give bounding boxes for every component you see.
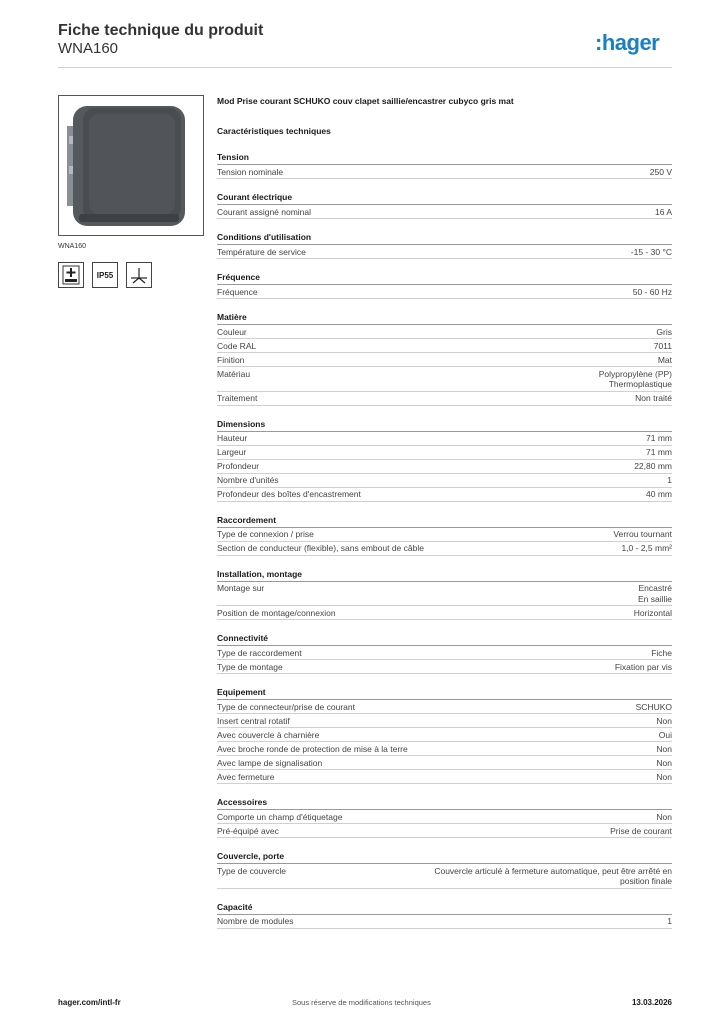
certification-badges	[58, 262, 152, 288]
section-title: Courant électrique	[217, 192, 672, 205]
spec-label: Type de connecteur/prise de courant	[217, 701, 355, 712]
spec-row	[217, 810, 672, 824]
spec-label: Avec lampe de signalisation	[217, 757, 323, 768]
spec-label: Type de couvercle	[217, 865, 286, 876]
spec-row	[217, 660, 672, 674]
socket-illustration	[59, 96, 203, 235]
spec-row	[217, 488, 672, 502]
spec-row	[217, 325, 672, 339]
spec-value: Prise de courant	[610, 825, 672, 836]
hager-logo: :hager	[595, 30, 660, 55]
safety-plug-icon	[58, 262, 84, 288]
spec-row	[217, 353, 672, 367]
section-title: Accessoires	[217, 797, 672, 810]
section-title: Tension	[217, 152, 672, 165]
spec-row	[217, 542, 672, 556]
section-gap	[217, 406, 672, 418]
section-gap	[217, 219, 672, 231]
spec-row	[217, 339, 672, 353]
spec-label: Nombre de modules	[217, 916, 294, 926]
section-title: Matière	[217, 312, 672, 325]
product-reference: WNA160	[58, 40, 119, 57]
spec-row	[217, 700, 672, 714]
spec-value: Polypropylène (PP) Thermoplastique	[598, 368, 672, 389]
spec-value: 1,0 - 2,5 mm²	[621, 543, 672, 553]
spec-value: Non	[656, 771, 672, 782]
section-title: Capacité	[217, 902, 672, 915]
spec-label: Type de connexion / prise	[217, 529, 314, 539]
section-title: Equipement	[217, 687, 672, 700]
spec-row	[217, 770, 672, 784]
product-image	[58, 95, 204, 236]
spec-label: Profondeur	[217, 461, 260, 471]
page-title: Fiche technique du produit	[58, 22, 264, 39]
ip55-badge: IP55	[92, 262, 118, 288]
spec-row	[217, 205, 672, 219]
product-name: Mod Prise courant SCHUKO couv clapet saillie/encastrer cubyco gris mat	[217, 96, 514, 106]
spec-column	[217, 96, 672, 929]
spec-label: Avec broche ronde de protection de mise à la terre	[217, 743, 408, 754]
spec-label: Fréquence	[217, 286, 258, 297]
footer-date: 13.03.2026	[631, 998, 672, 1007]
spec-label: Type de raccordement	[217, 647, 302, 658]
spec-value: 1	[667, 916, 672, 926]
spec-value: 71 mm	[646, 433, 672, 443]
section-gap	[217, 259, 672, 271]
section-title: Installation, montage	[217, 569, 672, 582]
spec-value: Verrou tournant	[613, 529, 672, 539]
section-title: Dimensions	[217, 419, 672, 432]
spec-row	[217, 864, 672, 889]
spec-label: Code RAL	[217, 340, 257, 351]
spec-row	[217, 582, 672, 607]
spec-label: Température de service	[217, 246, 306, 257]
spec-value: Fixation par vis	[614, 661, 672, 672]
section-title: Conditions d'utilisation	[217, 232, 672, 245]
section-gap	[217, 556, 672, 568]
spec-row	[217, 285, 672, 299]
spec-row	[217, 528, 672, 542]
spec-label: Pré-équipé avec	[217, 825, 279, 836]
spec-value: Mat	[657, 354, 672, 365]
spec-row	[217, 245, 672, 259]
spec-value: -15 - 30 °C	[630, 246, 672, 257]
section-gap	[217, 784, 672, 796]
header-divider	[58, 67, 672, 68]
section-gap	[217, 620, 672, 632]
spec-value: 7011	[653, 340, 672, 351]
spec-label: Profondeur des boîtes d'encastrement	[217, 489, 361, 499]
spec-label: Hauteur	[217, 433, 248, 443]
spec-label: Couleur	[217, 326, 247, 337]
spec-value: Non	[656, 811, 672, 822]
spec-value: Oui	[658, 729, 672, 740]
spec-row	[217, 714, 672, 728]
section-gap	[217, 838, 672, 850]
spec-value: 22,80 mm	[634, 461, 672, 471]
spec-value: 1	[667, 475, 672, 485]
spec-label: Avec fermeture	[217, 771, 275, 782]
spec-label: Courant assigné nominal	[217, 206, 312, 217]
section-gap	[217, 502, 672, 514]
spec-row	[217, 915, 672, 929]
spec-value: Encastré En saillie	[637, 583, 672, 604]
section-title: Raccordement	[217, 515, 672, 528]
spec-row	[217, 742, 672, 756]
spec-row	[217, 446, 672, 460]
footer-website: hager.com/intl-fr	[58, 998, 121, 1007]
spec-label: Comporte un champ d'étiquetage	[217, 811, 343, 822]
spec-row	[217, 728, 672, 742]
section-title: Couvercle, porte	[217, 851, 672, 864]
spec-label: Section de conducteur (flexible), sans embout de câble	[217, 543, 424, 553]
spec-row	[217, 474, 672, 488]
image-caption: WNA160	[58, 243, 87, 250]
spec-row	[217, 165, 672, 179]
spec-row	[217, 756, 672, 770]
spec-label: Largeur	[217, 447, 247, 457]
footer-disclaimer: Sous réserve de modifications techniques	[292, 998, 431, 1007]
spec-row	[217, 432, 672, 446]
spec-row	[217, 646, 672, 660]
spec-label: Matériau	[217, 368, 251, 379]
section-gap	[217, 674, 672, 686]
spec-label: Finition	[217, 354, 245, 365]
spec-label: Montage sur	[217, 583, 265, 593]
spec-value: 250 V	[649, 166, 672, 177]
spec-value: Fiche	[651, 647, 672, 658]
section-gap	[217, 179, 672, 191]
spec-value: Non	[656, 743, 672, 754]
spec-row	[217, 392, 672, 406]
section-gap	[217, 299, 672, 311]
spec-value: 71 mm	[646, 447, 672, 457]
spec-label: Avec couvercle à charnière	[217, 729, 320, 740]
spec-label: Position de montage/connexion	[217, 607, 336, 618]
spec-value: Non	[656, 757, 672, 768]
spec-value: Horizontal	[633, 607, 672, 618]
spec-value: 50 - 60 Hz	[632, 286, 672, 297]
section-title: Fréquence	[217, 272, 672, 285]
spec-row	[217, 606, 672, 620]
spec-label: Tension nominale	[217, 166, 284, 177]
spec-label: Traitement	[217, 393, 258, 403]
section-gap	[217, 889, 672, 901]
spec-label: Nombre d'unités	[217, 475, 279, 485]
spec-row	[217, 460, 672, 474]
spec-value: Couvercle articulé à fermeture automatique, peut être arrêté en position finale	[434, 865, 672, 886]
spec-sections	[217, 152, 672, 929]
spec-value: 40 mm	[646, 489, 672, 499]
spec-row	[217, 824, 672, 838]
specs-heading: Caractéristiques techniques	[217, 126, 331, 136]
spec-value: Gris	[656, 326, 672, 337]
wiring-symbol-icon	[126, 262, 152, 288]
spec-label: Type de montage	[217, 661, 283, 672]
spec-label: Insert central rotatif	[217, 715, 290, 726]
spec-value: 16 A	[654, 206, 672, 217]
spec-value: SCHUKO	[635, 701, 672, 712]
spec-row	[217, 367, 672, 392]
spec-value: Non	[656, 715, 672, 726]
spec-value: Non traité	[635, 393, 672, 403]
section-title: Connectivité	[217, 633, 672, 646]
